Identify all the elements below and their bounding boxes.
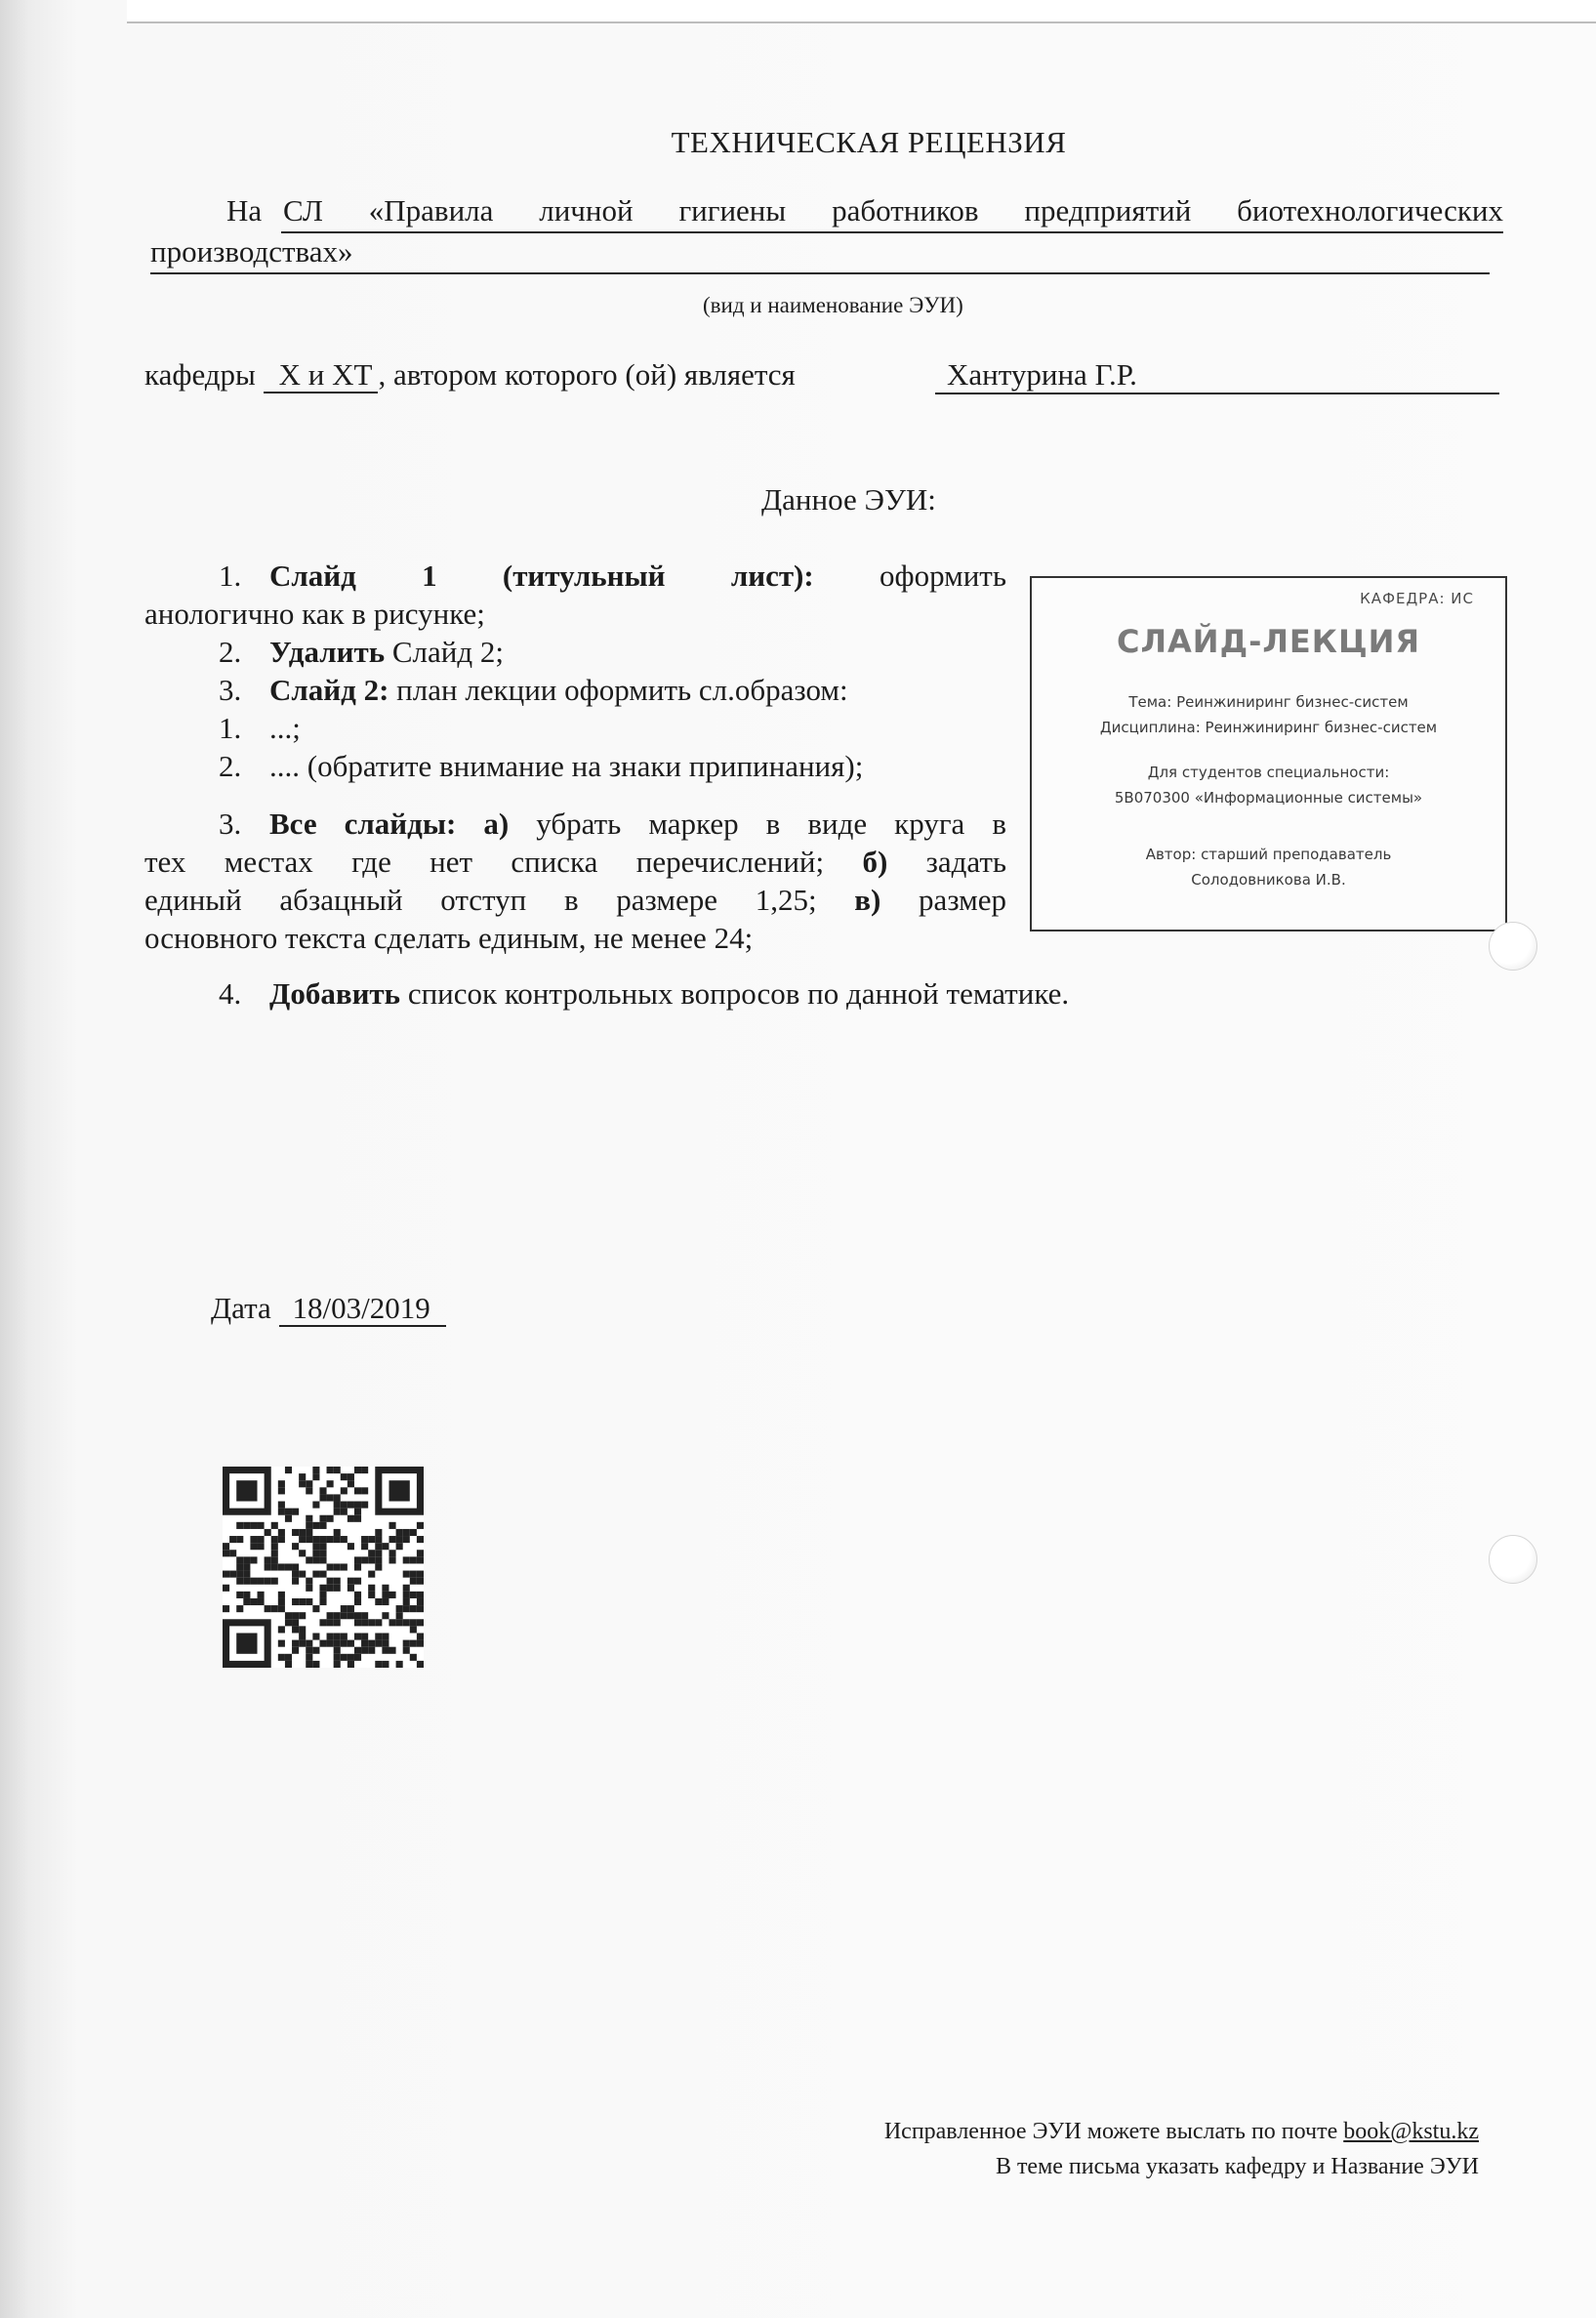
item-1-cont: анологично как в рисунке; xyxy=(144,597,485,631)
dept-value: Х и ХТ xyxy=(264,357,379,393)
item-4-c: в) xyxy=(854,883,881,917)
item-3-number: 3. xyxy=(219,673,242,707)
item-4-line3-text: единый абзацный отступ в размере 1,25; xyxy=(144,883,817,917)
item-5-text: список контрольных вопросов по данной тематике. xyxy=(400,976,1070,1011)
subitem-2-number: 2. xyxy=(219,749,242,783)
item-4-text-a: убрать маркер в виде круга в xyxy=(509,807,1006,841)
on-prefix: На xyxy=(226,193,263,228)
item-3-bold: Слайд 2: xyxy=(269,673,389,707)
slide-topic: Тема: Реинжиниринг бизнес-систем xyxy=(1128,693,1409,711)
item-2-number: 2. xyxy=(219,635,242,669)
footer-line1-text: Исправленное ЭУИ можете выслать по почте xyxy=(883,2119,1344,2144)
punch-hole xyxy=(1489,1535,1537,1584)
item-5-bold: Добавить xyxy=(269,976,401,1011)
item-2-text: Слайд 2; xyxy=(385,635,504,669)
qr-code-icon xyxy=(223,1467,424,1668)
footer-email-link[interactable]: book@kstu.kz xyxy=(1343,2119,1479,2144)
footer-line2: В теме письма указать кафедру и Название ЭУИ xyxy=(995,2154,1479,2179)
date-line xyxy=(211,1291,446,1326)
item-4-line2 xyxy=(144,845,1006,880)
item-4-bold: Все слайды: xyxy=(269,807,457,841)
slide-dept: КАФЕДРА: ИС xyxy=(1360,590,1474,607)
slide-students: Для студентов специальности: xyxy=(1147,764,1390,781)
subitem-1-text: ...; xyxy=(269,711,301,745)
item-5 xyxy=(269,976,1069,1012)
item-4-number: 3. xyxy=(219,807,242,841)
on-value-line1 xyxy=(283,193,1503,228)
slide-author-name: Солодовникова И.В. xyxy=(1191,871,1346,889)
dept-line xyxy=(144,357,796,393)
item-2-bold: Удалить xyxy=(269,635,386,669)
item-1-number: 1. xyxy=(219,559,242,593)
item-4-a: а) xyxy=(483,807,510,841)
item-3-text: план лекции оформить сл.образом: xyxy=(389,673,848,707)
on-value-line2: производствах» xyxy=(150,234,353,269)
punch-hole xyxy=(1489,922,1537,971)
date-label: Дата xyxy=(211,1291,271,1325)
item-2 xyxy=(269,635,504,670)
slide-heading: СЛАЙД-ЛЕКЦИЯ xyxy=(1116,623,1421,660)
item-1-text: оформить xyxy=(879,559,1006,593)
item-4-line4: основного текста сделать единым, не менее 24; xyxy=(144,921,754,955)
date-value: 18/03/2019 xyxy=(279,1291,446,1327)
item-1-line1 xyxy=(269,559,1006,594)
item-4-line1 xyxy=(269,807,1006,842)
item-5-number: 4. xyxy=(219,976,242,1011)
item-4-line2-end: задать xyxy=(887,845,1007,879)
subitem-1-number: 1. xyxy=(219,711,242,745)
section-heading: Данное ЭУИ: xyxy=(761,482,936,517)
item-3 xyxy=(269,673,848,708)
dept-prefix: кафедры xyxy=(144,357,256,392)
author-text: , автором которого (ой) является xyxy=(378,357,796,392)
item-1-bold: Слайд 1 (титульный лист): xyxy=(269,559,814,593)
item-4-line3 xyxy=(144,883,1006,918)
underline xyxy=(281,231,1503,233)
subitem-2-text: .... (обратите внимание на знаки припинания); xyxy=(269,749,864,783)
on-caption: (вид и наименование ЭУИ) xyxy=(703,293,963,317)
underline xyxy=(150,272,1490,274)
slide-author: Автор: старший преподаватель xyxy=(1145,846,1392,863)
on-value-line1-text: СЛ «Правила личной гигиены работников предприятий биотехнологических xyxy=(283,193,1503,228)
footer-line1 xyxy=(884,2119,1479,2145)
slide-specialty: 5В070300 «Информационные системы» xyxy=(1114,789,1423,807)
item-4-b: б) xyxy=(862,845,888,879)
slide-example xyxy=(1030,576,1507,931)
slide-discipline: Дисциплина: Реинжиниринг бизнес-систем xyxy=(1099,719,1438,736)
document-title: ТЕХНИЧЕСКАЯ РЕЦЕНЗИЯ xyxy=(671,125,1067,159)
paper-edge-strip xyxy=(127,0,1596,23)
item-4-line2-text: тех местах где нет списка перечислений; xyxy=(144,845,825,879)
item-4-line3-end: размер xyxy=(880,883,1007,917)
author-value: Хантурина Г.Р. xyxy=(935,357,1499,394)
